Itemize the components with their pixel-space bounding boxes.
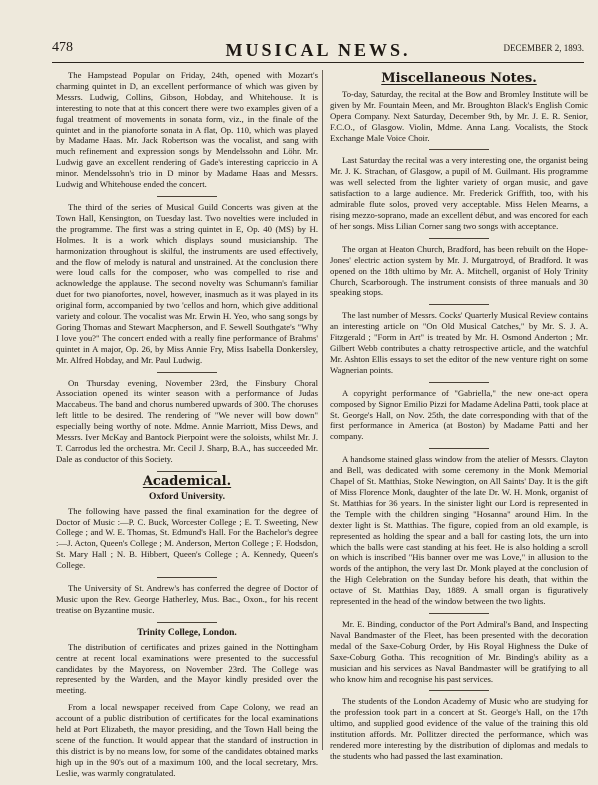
masthead-title: MUSICAL NEWS. [225, 40, 411, 60]
binding-medal-paragraph: Mr. E. Binding, conductor of the Port Admiral's Band, and Inspecting Naval Bandmaster of the Fleet, has been presented with the decoration medal of the Saxe-Coburg Order, by His Royal Highness the Duke of Saxe-Coburg Gotha. This recognition of Mr. Binding's ability as a musician and his services as Naval Bandmaster will be gratifying to all who know him and recognise his past services. [330, 618, 588, 684]
separator-rule [429, 448, 489, 449]
right-column [330, 70, 588, 768]
left-column [56, 70, 318, 785]
column-divider [322, 70, 323, 750]
separator-rule [429, 304, 489, 305]
musical-guild-paragraph: The third of the series of Musical Guild Concerts was given at the Town Hall, Kensington, on Tuesday last. Two novelties were included in the programme. The first was a string quintet in E, Op. 40 (MS) by H. Holmes. It is a work which displays sound musicianship. The harmonization throughout is skilful, the instruments are used effectively, and the flow of melody is natural and unstrained. At the conclusion there were loud calls for the composer, who was compelled to rise and acknowledge the applause. The second novelty was Schumann's familiar duet for two pianofortes, novel, however, inasmuch as it was played in its original form, accompanied by two 'cellos and horn, which give additional variety and colour. The vocalist was Mr. Erwin H. Yeo, who sang songs by Goring Thomas and Stewart Macpherson, and F. Sewell Southgate's "Why I love you?" The concert ended with a really fine performance of Brahms' quintet in A major, Op. 26, by Miss Annie Fry, Miss Isabella Donkersley, Mr. Alfred Hobday, and Mr. Paul Ludwig. [56, 201, 318, 365]
separator-rule [157, 471, 217, 472]
quarterly-review-paragraph: The last number of Messrs. Cocks' Quarterly Musical Review contains an interesting article on "On Old Musical Catches," by Mr. S. J. A. Fitzgerald ; "Form in Art" is treated by Mr. H. Osmond Anderton ; Mr. Gilbert Webb contributes a chatty retrospective article, and the watchful Mr. Ashton Ellis essays to set the editor of the new venture right on some Wagnerian points. [330, 310, 588, 375]
gabriella-paragraph: A copyright performance of "Gabriella," the new one-act opera composed by Signor Emilio Pizzi for Madame Adelina Patti, took place at St. George's Hall, on Nov. 25th, the date corresponding with that of the first performance in America (at Boston) by Madame Patti and her company. [330, 387, 588, 442]
last-saturday-paragraph: Last Saturday the recital was a very interesting one, the organist being Mr. J. K. Strachan, of Glasgow, a pupil of M. Guilmant. His programme was well selected from the lighter variety of organ music, and gave satisfaction to a large audience. Mr. Frederick Griffith, too, with his admirable flute solos, proved very acceptable. Miss Helen Mearns, a rising mezzo-soprano, made an excellent début, and was encored for each of her songs. Miss Lilian Corner sang two songs with acceptance. [330, 155, 588, 231]
cape-colony-paragraph: From a local newspaper received from Cape Colony, we read an account of a public distribution of certificates for the local examinations held at Port Elizabeth, the mayor presiding, and the Town Hall being the scene of the function. It would appear that the standard of instruction in this district is by no means low, for some of the candidates obtained marks high up in the 90's out of a maximum 100, and the local secretary, Mrs. Leslie, was warmly congratulated. [56, 702, 318, 778]
finsbury-paragraph: On Thursday evening, November 23rd, the Finsbury Choral Association opened its winter season with a performance of Judas Maccabeus. The band and chorus numbered upwards of 300. The choruses left little to be desired. The rendering of "We never will bow down" especially being worthy of note. Mdme. Annie Marriott, Miss Dews, and Messrs. Iver McKay and Bantock Pierpoint were the soloists, whilst Mr. J. T. Carrodus led the orchestra. Mr. Cecil J. Sharp, B.A., has succeeded Mr. Dale as conductor of this Society. [56, 377, 318, 464]
stained-glass-paragraph: A handsome stained glass window from the atelier of Messrs. Clayton and Bell, was dedicated with some ceremony in the Monk Memorial Chapel of St. Matthias, Stoke Newington, on All Saints' Day. It is the gift of Miss Florence Monk, daughter of the late Dr. W. H. Monk, organist of St. Matthias for 36 years. In the sinister light our Lord is represented in the Temple with the children singing "Hosanna" around Him. In the dexter light is St. Matthias. The figure, copied from an old example, is represented as holding the spear and a ball for casting lots, the urn into which the balls were cast standing at his feet. He is also holding a scroll on which is inscribed "His banner over me was Love," in allusion to the words of the antiphon, the very last Dr. Monk played at the conclusion of the High Celebration on the Sunday before his death, that within the octave of St. Matthias Day, 1889. A small organ is figuratively represented in the head of the window between the two lights. [330, 454, 588, 607]
page-header [52, 40, 584, 62]
issue-date: DECEMBER 2, 1893. [503, 43, 584, 53]
st-andrews-paragraph: The University of St. Andrew's has conferred the degree of Doctor of Music upon the Rev. George Hatherley, Mus. Bac., Oxon., for his recent treatise on Byzantine music. [56, 583, 318, 615]
page-number: 478 [52, 40, 73, 55]
separator-rule [429, 149, 489, 150]
separator-rule [429, 690, 489, 691]
separator-rule [157, 196, 217, 197]
oxford-subheading: Oxford University. [149, 491, 225, 502]
london-academy-paragraph: The students of the London Academy of Music who are studying for the profession took part in a concert at St. George's Hall, on the 17th ultimo, and supplied good evidence of the value of the training this old institution affords. Mr. Pollitzer directed the performance, which was rendered more interesting by the distribution of diplomas and medals to the students who had passed the last examination. [330, 696, 588, 761]
separator-rule [429, 382, 489, 383]
separator-rule [429, 613, 489, 614]
oxford-paragraph: The following have passed the final examination for the degree of Doctor of Music :—P. C. Buck, Worcester College ; E. T. Sweeting, New College ; and W. E. Thomas, St. Edmund's Hall. For the Bachelor's degree :—J. Acton, Queen's College ; M. Anderson, Merton College ; F. Hodsdon, St. Mary Hall ; N. B. Hibbert, Queen's College ; A. Kennedy, Queen's College. [56, 505, 318, 571]
heaton-organ-paragraph: The organ at Heaton Church, Bradford, has been rebuilt on the Hope-Jones' electric action system by Mr. J. Murgatroyd, of Bradford. It was opened on the 18th ultimo by Mr. A. Mitchell, organist of Holy Trinity Church, Scarborough. The instrument consists of three manuals and 30 speaking stops. [330, 243, 588, 298]
trinity-subheading: Trinity College, London. [137, 627, 237, 638]
academical-heading: Academical. [142, 473, 232, 489]
header-rule [52, 62, 584, 63]
separator-rule [157, 622, 217, 623]
hampstead-paragraph: The Hampstead Popular on Friday, 24th, opened with Mozart's charming quintet in D, an excellent performance of which was given by Messrs. Ludwig, Collins, Gibson, Hobday, and Whitehouse. It is interesting to note that at this concert there were two examples given of a fugal treatment of movements in sonata form, viz., in the finale of the quintet and in the pianoforte sonata in A flat, Op. 110, which was played by Madame Haas. Mr. Jack Robertson was the vocalist, and sang with much refinement and expression songs by Mendelssohn and Löhr. Mr. Ludwig gave an excellent rendering of Gade's interesting capriccio in A minor. Mendelssohn's trio in D minor by Madame Haas and Messrs. Ludwig and Whitehouse ended the concert. [56, 70, 318, 190]
separator-rule [157, 372, 217, 373]
miscellaneous-notes-heading: Miscellaneous Notes. [381, 71, 537, 86]
separator-rule [157, 577, 217, 578]
nottingham-paragraph: The distribution of certificates and prizes gained in the Nottingham centre at recent local examinations were presented to the successful candidates by the Mayoress, on November 23rd. The College was represented by the Warden, and the Mayor kindly presided over the meeting. [56, 641, 318, 696]
bow-bromley-paragraph: To-day, Saturday, the recital at the Bow and Bromley Institute will be given by Mr. Fountain Meen, and Mr. Broughton Black's English Comic Opera Company. Next Saturday, December 9th, by Mr. J. E. R. Senior, F.C.O., of Glasgow. Violin, Mdme. Anna Lang. Vocalists, the Stock Exchange Male Voice Choir. [330, 88, 588, 143]
separator-rule [429, 238, 489, 239]
